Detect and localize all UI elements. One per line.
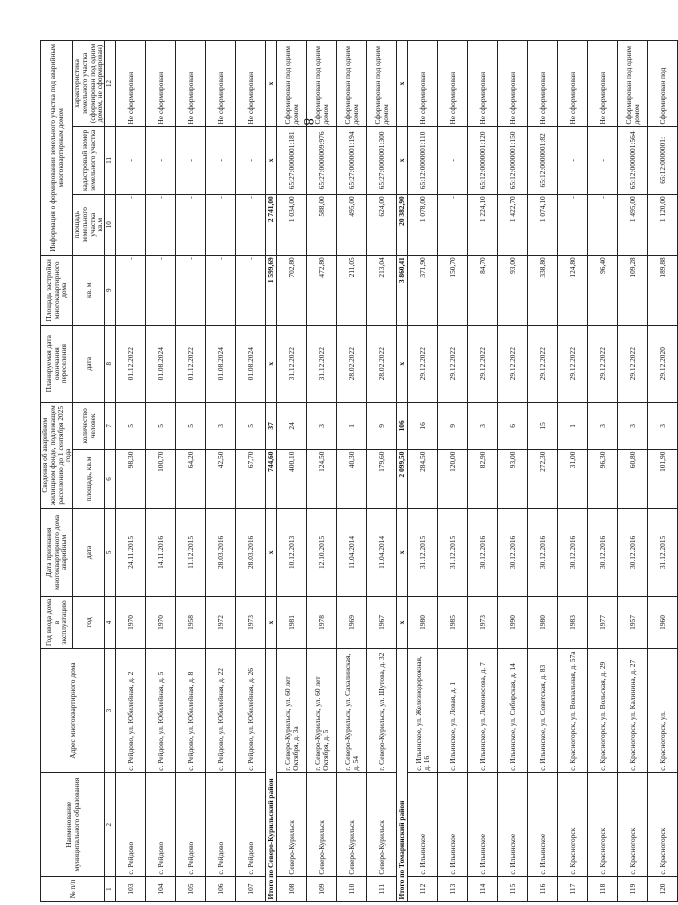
column-number: 11 [105, 126, 116, 194]
column-number: 8 [105, 325, 116, 402]
table-cell: 30.12.2016 [558, 508, 588, 596]
table-cell: 1958 [176, 596, 206, 648]
table-cell: 01.08.2024 [236, 325, 266, 402]
total-label: Итого по Северо-Курильский район [266, 648, 277, 901]
table-cell: Сформирован под одним домом [367, 41, 397, 127]
table-cell: - [236, 255, 266, 325]
column-number: 9 [105, 255, 116, 325]
table-cell: 31.12.2015 [648, 508, 678, 596]
table-cell: 120,00 [438, 450, 468, 509]
table-row [277, 41, 307, 902]
table-cell: 3 [206, 402, 236, 449]
table-cell: с. Ильинское [528, 773, 558, 877]
total-cell: 2 741,00 [266, 194, 277, 255]
header-recognition-date: Дата признания многоквартирного дома аварийным [41, 508, 73, 596]
table-cell: 40,30 [337, 450, 367, 509]
table-cell: 1 422,70 [498, 194, 528, 255]
header-area: площадь, кв.м [73, 450, 105, 509]
table-cell: 65:27:0000001:300 [367, 126, 397, 194]
table-cell: 116 [528, 877, 558, 902]
total-cell: 2 099,50 [397, 450, 408, 509]
total-cell: 1 599,69 [266, 255, 277, 325]
table-cell: 65:27:0000001:194 [337, 126, 367, 194]
table-cell: Не сформирован [528, 41, 558, 127]
table-cell: 5 [236, 402, 266, 449]
table-cell: 472,80 [307, 255, 337, 325]
table-cell: 124,50 [307, 450, 337, 509]
table-cell: 31.12.2022 [307, 325, 337, 402]
table-cell: с. Рейдово, ул. Юбилейная, д. 5 [146, 648, 176, 772]
page-number: 8 [300, 118, 316, 126]
table-cell: 1 034,00 [277, 194, 307, 255]
column-number: 10 [105, 194, 116, 255]
table-cell: 30.12.2016 [588, 508, 618, 596]
table-cell: Не сформирован [468, 41, 498, 127]
table-row [146, 41, 176, 902]
table-cell: 117 [558, 877, 588, 902]
table-row [206, 41, 236, 902]
header-year-built: Год ввода дома в эксплуатацию [41, 596, 73, 648]
table-cell: с. Красногорск, ул. [648, 648, 678, 772]
total-label: Итого по Томаринский район [397, 648, 408, 901]
total-cell: х [397, 41, 408, 127]
header-housing-group: Сведения об аварийном жилищном фонде, подлежащем расселению до 1 сентября 2025 года [41, 402, 73, 508]
table-cell: 1981 [277, 596, 307, 648]
table-cell: - [116, 255, 146, 325]
table-cell: с. Красногорск [558, 773, 588, 877]
table-cell: 1980 [528, 596, 558, 648]
table-cell: 9 [438, 402, 468, 449]
table-cell: 1 [558, 402, 588, 449]
total-cell: х [397, 596, 408, 648]
table-cell: 98,30 [116, 450, 146, 509]
table-cell: 1978 [307, 596, 337, 648]
table-cell: 106 [206, 877, 236, 902]
table-cell: с. Ильинское, ул. Железнодорожная, д. 16 [408, 648, 438, 772]
table-cell: 338,80 [528, 255, 558, 325]
column-number: 12 [105, 41, 116, 127]
table-cell: с. Ильинское [438, 773, 468, 877]
table-cell: 109 [307, 877, 337, 902]
table-cell: 28.02.2022 [337, 325, 367, 402]
table-cell: 3 [588, 402, 618, 449]
table-cell: 1973 [468, 596, 498, 648]
table-cell: г. Северо-Курильск, ул. Шутова, д. 32 [367, 648, 397, 772]
table-cell: 118 [588, 877, 618, 902]
rotated-table-wrapper [40, 40, 678, 902]
table-cell: 1990 [498, 596, 528, 648]
total-cell: х [266, 508, 277, 596]
table-cell: 29.12.2022 [588, 325, 618, 402]
table-cell: 29.12.2022 [618, 325, 648, 402]
table-cell: 1967 [367, 596, 397, 648]
table-cell: Не сформирован [408, 41, 438, 127]
table-cell: 82,90 [468, 450, 498, 509]
column-number-row [105, 41, 116, 902]
table-cell: - [206, 255, 236, 325]
table-cell: 67,70 [236, 450, 266, 509]
table-cell: 93,00 [498, 255, 528, 325]
header-planned-date: Планируемая дата окончания переселения [41, 325, 73, 402]
table-row [116, 41, 146, 902]
table-cell: с. Рейдово [176, 773, 206, 877]
table-cell: 3 [307, 402, 337, 449]
table-row [648, 41, 678, 902]
table-cell: 179,60 [367, 450, 397, 509]
table-cell: - [236, 126, 266, 194]
table-cell: Не сформирован [176, 41, 206, 127]
table-cell: - [176, 126, 206, 194]
table-cell: 108 [277, 877, 307, 902]
table-cell: Сформирован под одним домом [307, 41, 337, 127]
table-row [558, 41, 588, 902]
header-year-sub: год [73, 596, 105, 648]
table-cell: - [146, 255, 176, 325]
table-cell: 104 [146, 877, 176, 902]
table-cell: - [116, 194, 146, 255]
table-cell: 124,80 [558, 255, 588, 325]
table-cell: с. Красногорск, ул. Калинина, д. 27 [618, 648, 648, 772]
table-cell: - [438, 194, 468, 255]
header-address: Адрес многоквартирного дома [41, 648, 105, 772]
table-cell: 30.12.2016 [468, 508, 498, 596]
table-cell: - [116, 126, 146, 194]
table-cell: Сформирован под одним домом [618, 41, 648, 127]
header-recognition-sub: дата [73, 508, 105, 596]
table-cell: 30.12.2016 [498, 508, 528, 596]
table-cell: с. Ильинское, ул. Ломоносова, д. 7 [468, 648, 498, 772]
table-cell: 103 [116, 877, 146, 902]
table-row [618, 41, 648, 902]
table-cell: 1985 [438, 596, 468, 648]
total-cell: 106 [397, 402, 408, 449]
table-cell: 109,28 [618, 255, 648, 325]
header-land-group: Информация о формировании земельного участка под аварийным многоквартирным домом [41, 41, 73, 256]
table-cell: 5 [176, 402, 206, 449]
table-cell: 624,00 [367, 194, 397, 255]
table-cell: Сформирован под одним домом [337, 41, 367, 127]
table-cell: 96,40 [588, 255, 618, 325]
table-cell: 1977 [588, 596, 618, 648]
table-cell: 5 [146, 402, 176, 449]
header-residents: количество человек [73, 402, 105, 449]
table-cell: с. Красногорск, ул. Вольская, д. 29 [588, 648, 618, 772]
table-cell: 65:12:0000001:150 [498, 126, 528, 194]
table-cell: 588,00 [307, 194, 337, 255]
table-cell: с. Красногорск [588, 773, 618, 877]
header-cadastral: кадастровый номер земельного участка [73, 126, 105, 194]
table-cell: 11.04.2014 [337, 508, 367, 596]
table-cell: 31.12.2022 [277, 325, 307, 402]
table-cell: 30.12.2016 [528, 508, 558, 596]
table-cell: 101,90 [648, 450, 678, 509]
column-number: 1 [105, 877, 116, 902]
table-cell: 150,70 [438, 255, 468, 325]
table-cell: 65:12:0000001:564 [618, 126, 648, 194]
table-cell: 1 120,00 [648, 194, 678, 255]
table-cell: Сформирован под одним домом [277, 41, 307, 127]
table-cell: 400,10 [277, 450, 307, 509]
table-cell: 272,30 [528, 450, 558, 509]
table-row [498, 41, 528, 902]
table-cell: г. Северо-Курильск, ул. 60 лет Октября, д. 5 [307, 648, 337, 772]
table-cell: Не сформирован [116, 41, 146, 127]
table-cell: 1960 [648, 596, 678, 648]
table-cell: Сформирован под [648, 41, 678, 127]
table-cell: 111 [367, 877, 397, 902]
header-characteristic: характеристика земельного участка (сформирован под одним домом, не сформирован) [73, 41, 105, 127]
table-cell: 1 [337, 402, 367, 449]
table-cell: - [558, 194, 588, 255]
table-cell: 211,05 [337, 255, 367, 325]
table-cell: 3 [618, 402, 648, 449]
total-cell: х [266, 41, 277, 127]
table-cell: 110 [337, 877, 367, 902]
table-cell: 29.12.2020 [648, 325, 678, 402]
table-cell: 64,20 [176, 450, 206, 509]
table-cell: 24 [277, 402, 307, 449]
table-cell: 1973 [236, 596, 266, 648]
total-cell: 20 382,90 [397, 194, 408, 255]
header-land-area-label: площадь земельного участка [72, 207, 97, 243]
table-cell: 29.12.2022 [558, 325, 588, 402]
table-cell: - [236, 194, 266, 255]
column-number: 5 [105, 508, 116, 596]
table-row [408, 41, 438, 902]
table-cell: 1957 [618, 596, 648, 648]
table-cell: 1972 [206, 596, 236, 648]
emergency-housing-table [40, 40, 678, 902]
table-cell: 93,00 [498, 450, 528, 509]
table-cell: - [206, 194, 236, 255]
table-cell: 11.04.2014 [367, 508, 397, 596]
table-cell: с. Рейдово [236, 773, 266, 877]
total-cell: 3 860,41 [397, 255, 408, 325]
table-cell: 119 [618, 877, 648, 902]
total-cell: х [397, 508, 408, 596]
table-row [468, 41, 498, 902]
table-cell: 10.12.2013 [277, 508, 307, 596]
table-cell: с. Рейдово, ул. Юбилейная, д. 22 [206, 648, 236, 772]
table-cell: 702,80 [277, 255, 307, 325]
table-cell: 28.02.2022 [367, 325, 397, 402]
table-cell: 9 [367, 402, 397, 449]
table-cell: с. Рейдово [146, 773, 176, 877]
table-cell: - [176, 255, 206, 325]
header-land-area [73, 194, 105, 255]
table-cell: с. Рейдово, ул. Юбилейная, д. 8 [176, 648, 206, 772]
table-cell: 65:27:0000009:976 [307, 126, 337, 194]
header-planned-sub: дата [73, 325, 105, 402]
table-cell: с. Ильинское [408, 773, 438, 877]
table-cell: 1983 [558, 596, 588, 648]
column-number: 2 [105, 773, 116, 877]
table-cell: Не сформирован [498, 41, 528, 127]
table-cell: - [146, 194, 176, 255]
table-cell: 29.12.2022 [438, 325, 468, 402]
total-row [397, 41, 408, 902]
table-cell: 96,30 [588, 450, 618, 509]
table-cell: 107 [236, 877, 266, 902]
total-cell: 37 [266, 402, 277, 449]
table-cell: с. Рейдово [116, 773, 146, 877]
total-cell: х [397, 325, 408, 402]
table-row [528, 41, 558, 902]
table-cell: Северо-Курильск [337, 773, 367, 877]
table-cell: 16 [408, 402, 438, 449]
total-cell: 744,60 [266, 450, 277, 509]
table-cell: 213,04 [367, 255, 397, 325]
total-cell: х [397, 126, 408, 194]
table-cell: с. Красногорск, ул. Вокзальная, д. 57а [558, 648, 588, 772]
table-cell: 28.03.2016 [236, 508, 266, 596]
table-cell: 114 [468, 877, 498, 902]
table-cell: 3 [648, 402, 678, 449]
table-cell: 01.12.2022 [176, 325, 206, 402]
table-cell: 42,50 [206, 450, 236, 509]
table-cell: г. Северо-Курильск, ул. Сахалинская, д. 54 [337, 648, 367, 772]
table-cell: 115 [498, 877, 528, 902]
table-cell: 120 [648, 877, 678, 902]
table-row [337, 41, 367, 902]
table-cell: 1 224,10 [468, 194, 498, 255]
table-cell: 495,00 [337, 194, 367, 255]
total-cell: х [266, 325, 277, 402]
table-cell: 65:27:0000001:181 [277, 126, 307, 194]
table-cell: 65:12:0000001:120 [468, 126, 498, 194]
table-cell: 29.12.2022 [468, 325, 498, 402]
table-cell: с. Рейдово, ул. Юбилейная, д. 26 [236, 648, 266, 772]
table-cell: 371,90 [408, 255, 438, 325]
table-row [438, 41, 468, 902]
table-cell: 14.11.2016 [146, 508, 176, 596]
table-cell: 5 [116, 402, 146, 449]
table-cell: Не сформирован [438, 41, 468, 127]
table-cell: Не сформирован [146, 41, 176, 127]
table-cell: Не сформирован [558, 41, 588, 127]
table-cell: - [588, 194, 618, 255]
total-row [266, 41, 277, 902]
table-row [307, 41, 337, 902]
table-cell: 15 [528, 402, 558, 449]
table-cell: 1 078,00 [408, 194, 438, 255]
table-cell: - [438, 126, 468, 194]
column-number: 7 [105, 402, 116, 449]
table-cell: 01.12.2022 [116, 325, 146, 402]
table-cell: Не сформирован [588, 41, 618, 127]
column-number: 4 [105, 596, 116, 648]
table-cell: - [176, 194, 206, 255]
header-building-area-unit: кв. м [73, 255, 105, 325]
table-cell: 100,70 [146, 450, 176, 509]
table-cell: 113 [438, 877, 468, 902]
table-cell: 31.12.2015 [438, 508, 468, 596]
table-cell: г. Северо-Курильск, ул. 60 лет Октября, д. 3а [277, 648, 307, 772]
table-cell: с. Красногорск [648, 773, 678, 877]
column-number: 6 [105, 450, 116, 509]
header-no: № п/п [41, 877, 105, 902]
table-cell: 01.08.2024 [206, 325, 236, 402]
header-land-area-unit: кв.м [95, 217, 105, 232]
column-number: 3 [105, 648, 116, 772]
table-cell: 112 [408, 877, 438, 902]
table-cell: Северо-Курильск [307, 773, 337, 877]
table-cell: 65:12:0000001:110 [408, 126, 438, 194]
table-cell: 1980 [408, 596, 438, 648]
table-cell: 84,70 [468, 255, 498, 325]
table-cell: 30.12.2016 [618, 508, 648, 596]
table-cell: Северо-Курильск [277, 773, 307, 877]
table-cell: 1970 [116, 596, 146, 648]
table-cell: 65:12:0000001: [648, 126, 678, 194]
table-row [367, 41, 397, 902]
table-cell: - [588, 126, 618, 194]
table-cell: с. Ильинское [468, 773, 498, 877]
header-building-area: Площадь застройки многоквартирного дома [41, 255, 73, 325]
table-cell: 1970 [146, 596, 176, 648]
table-cell: Северо-Курильск [367, 773, 397, 877]
table-cell: 29.12.2022 [528, 325, 558, 402]
table-cell: Не сформирован [206, 41, 236, 127]
table-cell: 6 [498, 402, 528, 449]
table-cell: 189,88 [648, 255, 678, 325]
table-row [176, 41, 206, 902]
table-cell: 284,50 [408, 450, 438, 509]
table-cell: 105 [176, 877, 206, 902]
table-cell: 12.10.2015 [307, 508, 337, 596]
table-cell: 28.03.2016 [206, 508, 236, 596]
table-cell: с. Ильинское, ул. Ловая, д. 1 [438, 648, 468, 772]
table-cell: 01.08.2024 [146, 325, 176, 402]
table-cell: 65:12:0000001:82 [528, 126, 558, 194]
table-cell: - [146, 126, 176, 194]
table-cell: 1969 [337, 596, 367, 648]
table-cell: с. Ильинское, ул. Сибирская, д. 14 [498, 648, 528, 772]
table-cell: 31,00 [558, 450, 588, 509]
table-cell: Не сформирован [236, 41, 266, 127]
table-row [588, 41, 618, 902]
table-cell: с. Красногорск [618, 773, 648, 877]
table-cell: 29.12.2022 [408, 325, 438, 402]
table-cell: с. Рейдово [206, 773, 236, 877]
table-cell: 60,80 [618, 450, 648, 509]
table-cell: 29.12.2022 [498, 325, 528, 402]
table-cell: с. Ильинское [498, 773, 528, 877]
table-cell: с. Ильинское, ул. Советская, д. 83 [528, 648, 558, 772]
table-cell: 24.11.2015 [116, 508, 146, 596]
total-cell: х [266, 596, 277, 648]
table-cell: 31.12.2015 [408, 508, 438, 596]
table-cell: - [206, 126, 236, 194]
table-cell: с. Рейдово, ул. Юбилейная, д. 2 [116, 648, 146, 772]
table-body [116, 41, 678, 902]
table-cell: - [558, 126, 588, 194]
table-cell: 11.12.2015 [176, 508, 206, 596]
total-cell: х [266, 126, 277, 194]
table-row [236, 41, 266, 902]
header-municipality: Наименование муниципального образования [41, 773, 105, 877]
table-cell: 1 074,10 [528, 194, 558, 255]
table-cell: 1 495,00 [618, 194, 648, 255]
table-cell: 3 [468, 402, 498, 449]
